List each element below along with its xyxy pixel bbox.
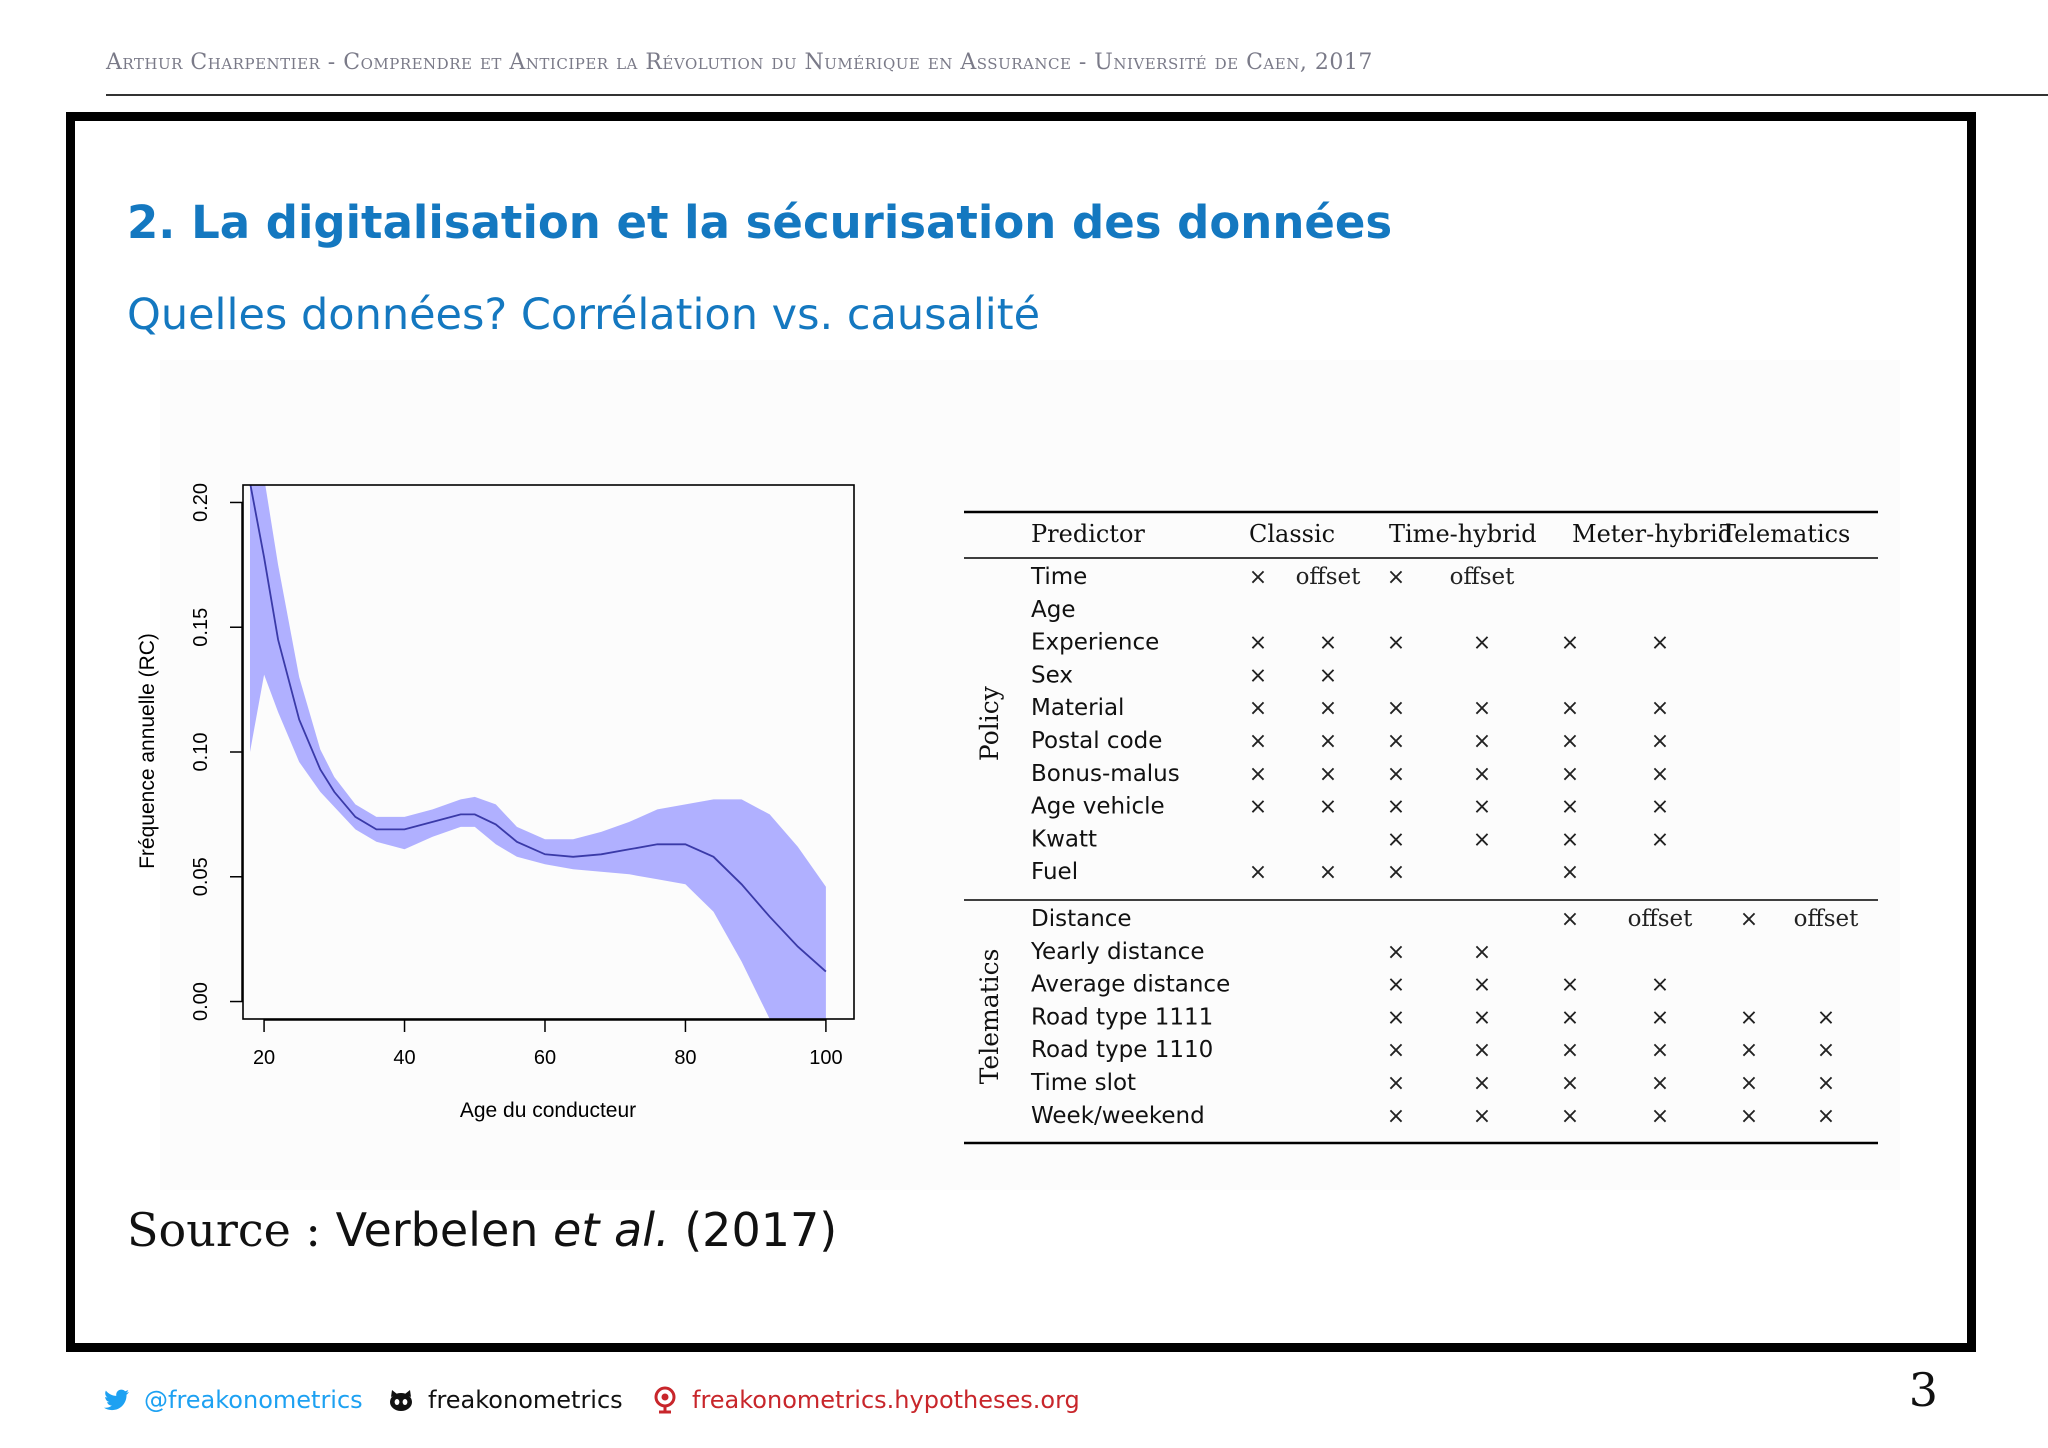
x-tick-label: 40 <box>393 1047 416 1069</box>
source-citation <box>127 1203 837 1257</box>
hypotheses-icon <box>652 1386 678 1414</box>
table-cell: × <box>1472 696 1492 722</box>
twitter-link[interactable] <box>104 1386 363 1414</box>
table-cell: × <box>1386 565 1406 590</box>
table-cell: × <box>1472 1103 1492 1129</box>
table-cell: × <box>1386 696 1406 722</box>
table-group-label: Policy <box>975 686 1004 762</box>
table-cell: × <box>1472 827 1492 853</box>
table-body <box>975 564 1859 1129</box>
table-cell: × <box>1472 1005 1492 1031</box>
source-year: (2017) <box>684 1203 838 1257</box>
table-cell: × <box>1386 1005 1406 1031</box>
table-row-label: Time <box>1031 564 1088 590</box>
table-cell: × <box>1560 972 1580 998</box>
slide-footer <box>0 1370 2048 1430</box>
table-cell: × <box>1386 761 1406 787</box>
y-axis <box>190 483 243 1021</box>
source-label: Source : <box>127 1203 321 1257</box>
table-header-cell: Telematics <box>1720 520 1851 548</box>
table-cell: × <box>1560 1005 1580 1031</box>
table-row-label: Week/weekend <box>1031 1102 1205 1129</box>
table-cell: × <box>1650 1038 1670 1064</box>
twitter-handle: @freakonometrics <box>144 1386 363 1414</box>
table-cell: × <box>1472 1071 1492 1096</box>
blog-link[interactable] <box>652 1386 1080 1414</box>
table-cell: × <box>1248 729 1268 754</box>
table-cell: × <box>1472 630 1492 656</box>
table-cell: × <box>1386 827 1406 853</box>
github-handle: freakonometrics <box>428 1386 623 1414</box>
table-cell: × <box>1816 1005 1836 1031</box>
table-cell: × <box>1650 827 1670 853</box>
header-text: Arthur Charpentier - Comprendre et Anticiper la Révolution du Numérique en Assurance - Université de Caen, 2017 <box>106 50 1373 75</box>
y-tick-label: 0.05 <box>190 857 212 897</box>
table-cell: × <box>1650 696 1670 722</box>
x-tick-label: 60 <box>533 1047 557 1069</box>
x-axis-label: Age du conducteur <box>459 1099 637 1122</box>
table-cell: × <box>1248 794 1268 820</box>
table-header-cell: Predictor <box>1031 520 1145 548</box>
github-link[interactable] <box>388 1386 623 1414</box>
table-cell: × <box>1816 1103 1836 1129</box>
table-group-label: Telematics <box>975 948 1004 1085</box>
table-cell: × <box>1472 794 1492 820</box>
table-row-label: Fuel <box>1031 859 1079 886</box>
table-row-label: Age vehicle <box>1031 793 1165 820</box>
table-cell: × <box>1386 630 1406 656</box>
table-cell: × <box>1318 729 1338 754</box>
y-tick-label: 0.20 <box>190 482 212 522</box>
x-tick-label: 80 <box>674 1047 697 1069</box>
table-row-label: Postal code <box>1031 728 1163 754</box>
table-row-label: Yearly distance <box>1031 938 1205 965</box>
table-header-cell: Classic <box>1249 520 1336 548</box>
x-tick-label: 100 <box>809 1047 843 1069</box>
table-cell: × <box>1386 972 1406 998</box>
table-cell: × <box>1650 1103 1670 1129</box>
table-cell: × <box>1650 729 1670 754</box>
table-cell: × <box>1248 761 1268 787</box>
table-cell: × <box>1318 630 1338 656</box>
x-axis <box>253 1019 843 1069</box>
table-cell: × <box>1560 827 1580 853</box>
table-row-label: Experience <box>1031 629 1160 656</box>
page-number: 3 <box>1908 1363 1938 1417</box>
y-tick-label: 0.15 <box>190 607 212 647</box>
table-cell: × <box>1650 761 1670 787</box>
table-row-label: Bonus-malus <box>1031 760 1180 787</box>
github-icon <box>388 1388 414 1412</box>
source-authors: Verbelen <box>335 1203 539 1257</box>
table-cell: × <box>1560 860 1580 886</box>
table-cell: × <box>1386 1038 1406 1064</box>
table-cell: × <box>1560 1038 1580 1064</box>
table-cell: × <box>1248 860 1268 886</box>
table-cell: × <box>1318 696 1338 722</box>
table-cell: offset <box>1295 564 1361 590</box>
table-cell: × <box>1650 1071 1670 1096</box>
table-cell: × <box>1560 1071 1580 1096</box>
table-row-label: Age <box>1031 596 1076 623</box>
slide-header <box>106 48 2048 96</box>
blog-url: freakonometrics.hypotheses.org <box>692 1386 1080 1414</box>
y-tick-label: 0.10 <box>190 732 212 772</box>
confidence-band-layer <box>250 478 826 1020</box>
table-cell: × <box>1650 630 1670 656</box>
table-cell: × <box>1816 1071 1836 1096</box>
table-cell: × <box>1386 860 1406 886</box>
slide-title: 2. La digitalisation et la sécurisation des données <box>127 196 1393 249</box>
table-cell: × <box>1560 696 1580 722</box>
table-cell: × <box>1739 1071 1759 1096</box>
table-cell: × <box>1386 1071 1406 1096</box>
table-cell: × <box>1560 761 1580 787</box>
table-cell: × <box>1739 907 1759 932</box>
table-header-cell: Meter-hybrid <box>1572 520 1734 548</box>
table-header-cell: Time-hybrid <box>1389 520 1537 548</box>
table-cell: × <box>1386 794 1406 820</box>
table-row-label: Road type 1111 <box>1031 1004 1214 1031</box>
source-etal: et al. <box>553 1203 670 1257</box>
y-tick-label: 0.00 <box>190 982 212 1022</box>
table-cell: × <box>1248 630 1268 656</box>
table-cell: × <box>1472 972 1492 998</box>
table-cell: offset <box>1793 906 1859 932</box>
table-cell: × <box>1560 729 1580 754</box>
x-tick-label: 20 <box>252 1047 276 1069</box>
table-row-label: Average distance <box>1031 971 1231 998</box>
table-row-label: Distance <box>1031 906 1132 932</box>
table-cell: offset <box>1449 564 1515 590</box>
table-cell: offset <box>1627 906 1693 932</box>
table-cell: × <box>1472 939 1492 965</box>
table-row-label: Sex <box>1031 662 1073 689</box>
table-cell: × <box>1472 1038 1492 1064</box>
table-cell: × <box>1650 794 1670 820</box>
table-cell: × <box>1560 907 1580 932</box>
table-cell: × <box>1472 761 1492 787</box>
table-cell: × <box>1739 1038 1759 1064</box>
table-cell: × <box>1816 1038 1836 1064</box>
table-cell: × <box>1248 663 1268 689</box>
table-cell: × <box>1650 972 1670 998</box>
table-cell: × <box>1472 729 1492 754</box>
table-cell: × <box>1739 1005 1759 1031</box>
table-row-label: Material <box>1031 695 1125 722</box>
table-cell: × <box>1248 696 1268 722</box>
table-cell: × <box>1560 1103 1580 1129</box>
table-cell: × <box>1650 1005 1670 1031</box>
predictor-table <box>962 510 1912 1150</box>
confidence-band <box>250 478 826 1020</box>
table-cell: × <box>1318 663 1338 689</box>
table-cell: × <box>1248 565 1268 590</box>
table-cell: × <box>1386 1103 1406 1129</box>
table-cell: × <box>1386 729 1406 754</box>
frequency-chart <box>130 460 890 1140</box>
table-row-label: Kwatt <box>1031 826 1098 853</box>
y-axis-label: Fréquence annuelle (RC) <box>136 633 159 869</box>
twitter-icon <box>104 1389 130 1411</box>
table-row-label: Road type 1110 <box>1031 1037 1214 1064</box>
slide-subtitle: Quelles données? Corrélation vs. causalité <box>127 290 1041 340</box>
table-cell: × <box>1318 794 1338 820</box>
table-cell: × <box>1318 761 1338 787</box>
table-cell: × <box>1739 1103 1759 1129</box>
table-cell: × <box>1318 860 1338 886</box>
table-header-row <box>1031 520 1850 548</box>
table-row-label: Time slot <box>1031 1070 1137 1096</box>
table-cell: × <box>1386 939 1406 965</box>
table-cell: × <box>1560 630 1580 656</box>
table-cell: × <box>1560 794 1580 820</box>
